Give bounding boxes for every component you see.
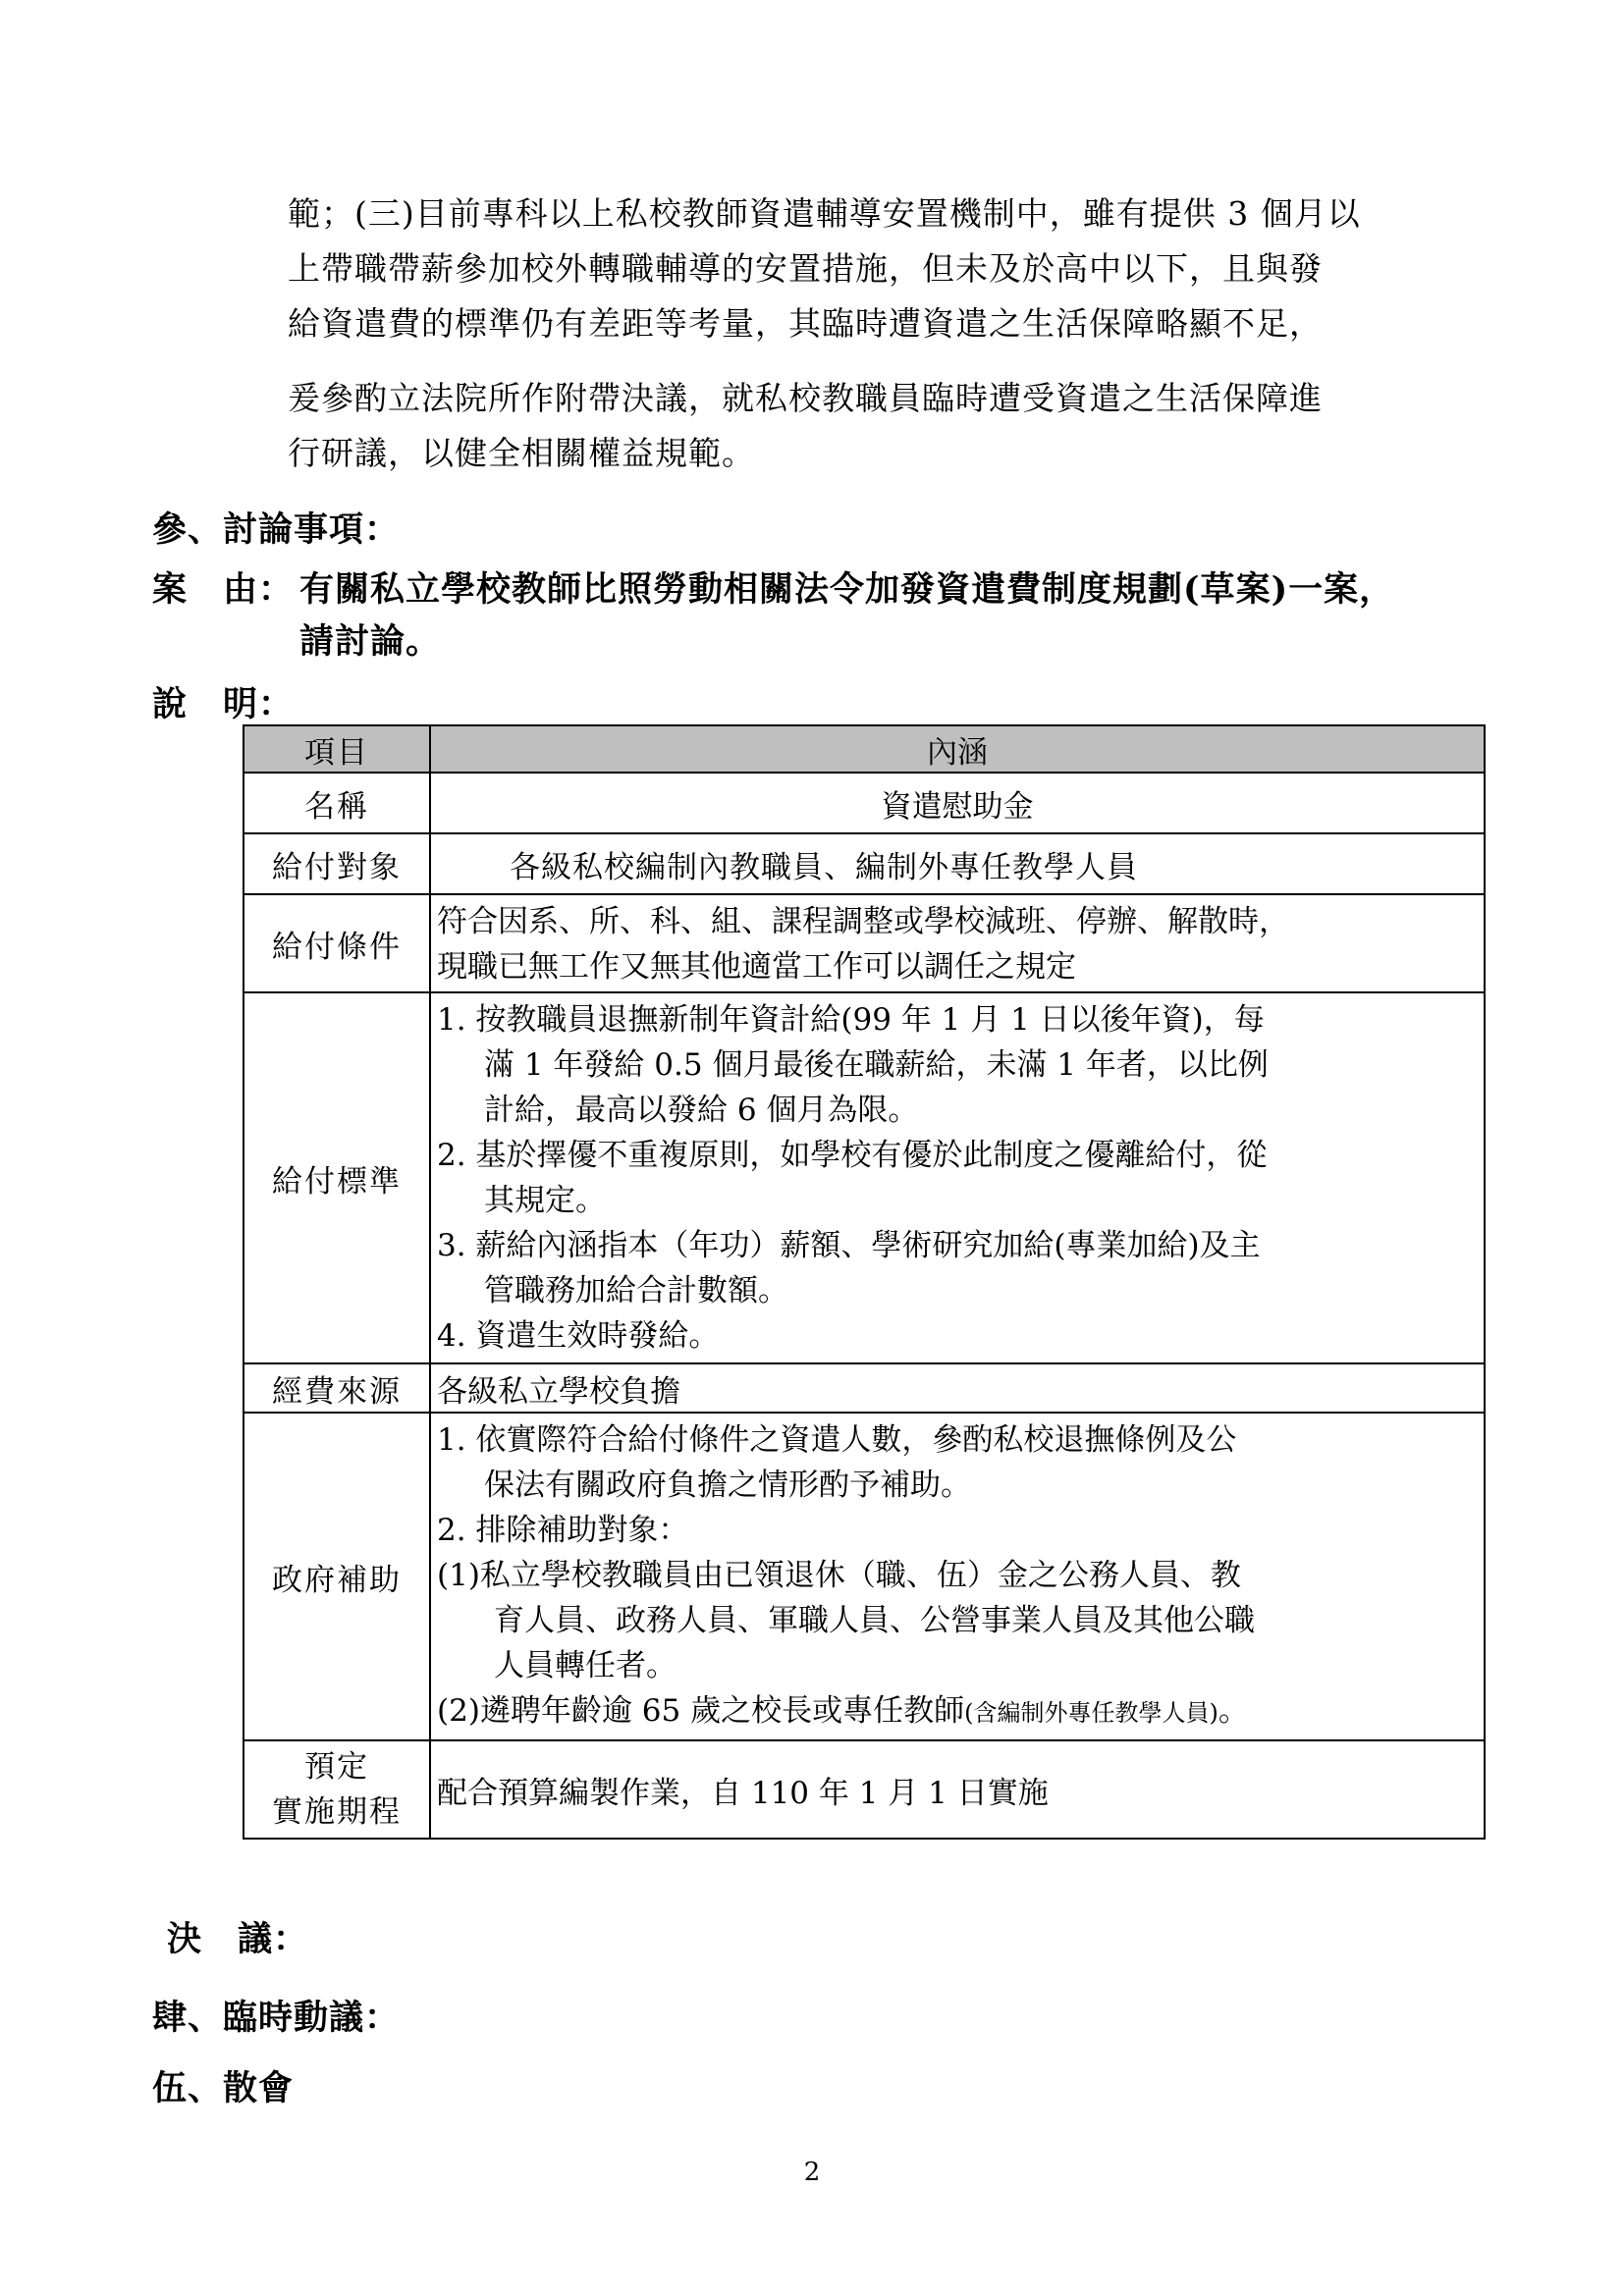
row-value — [430, 992, 1485, 1363]
subsidy-sub2-line — [437, 1688, 1478, 1735]
intro-line: 給資遣費的標準仍有差距等考量，其臨時遭資遣之生活保障略顯不足， — [288, 304, 1323, 343]
row-key: 經費來源 — [244, 1363, 430, 1413]
schedule-key-line1: 預定 — [304, 1749, 369, 1785]
resolution-label: 決 議： — [167, 1919, 309, 1959]
row-key: 給付條件 — [244, 894, 430, 992]
subsidy-sub2-note: (含編制外專任教學人員) — [964, 1699, 1218, 1727]
case-title-line1: 有關私立學校教師比照勞動相關法令加發資遣費制度規劃(草案)一案， — [299, 569, 1395, 610]
standard-item-1-line: 計給，最高以發給 6 個月為限。 — [484, 1093, 919, 1128]
row-key: 給付對象 — [244, 833, 430, 894]
row-key — [244, 1740, 430, 1839]
standard-item-1-line: 滿 1 年發給 0.5 個月最後在職薪給，未滿 1 年者，以比例 — [484, 1047, 1269, 1083]
section-heading-motions: 肆、臨時動議： — [152, 1998, 401, 2038]
standard-item-2-line: 2. 基於擇優不重複原則，如學校有優於此制度之優離給付，從 — [437, 1138, 1268, 1173]
table-row-standard — [244, 992, 1485, 1363]
standard-item-3-line: 3. 薪給內涵指本（年功）薪額、學術研究加給(專業加給)及主 — [437, 1228, 1261, 1263]
header-item: 項目 — [244, 725, 430, 773]
subsidy-item-1-line: 保法有關政府負擔之情形酌予補助。 — [484, 1468, 971, 1503]
row-key: 給付標準 — [244, 992, 430, 1363]
section-heading-adjourn: 伍、散會 — [152, 2068, 295, 2109]
standard-item-3-line: 管職務加給合計數額。 — [484, 1273, 788, 1308]
case-label: 案 由： — [152, 569, 295, 610]
section-heading-discussion: 參、討論事項： — [152, 509, 401, 550]
table-header-row — [244, 725, 1485, 773]
subsidy-sub1-line: 人員轉任者。 — [494, 1648, 677, 1683]
intro-line: 爰參酌立法院所作附帶決議，就私校教職員臨時遭受資遣之生活保障進 — [288, 379, 1323, 417]
header-content: 內涵 — [430, 725, 1485, 773]
page-number: 2 — [803, 2158, 821, 2187]
table-row-condition — [244, 894, 1485, 992]
subsidy-sub1-line: (1)私立學校教職員由已領退休（職、伍）金之公務人員、教 — [437, 1558, 1241, 1593]
table-row-target — [244, 833, 1485, 894]
row-value: 各級私校編制內教職員、編制外專任教學人員 — [430, 833, 1485, 894]
table-row-schedule — [244, 1740, 1485, 1839]
subsidy-sub1-line: 育人員、政務人員、軍職人員、公營事業人員及其他公職 — [494, 1603, 1255, 1638]
subsidy-item-2: 2. 排除補助對象： — [437, 1513, 689, 1548]
subsidy-sub2-main: (2)遴聘年齡逾 65 歲之校長或專任教師 — [437, 1693, 965, 1729]
schedule-key-line2: 實施期程 — [272, 1794, 402, 1830]
table-row-funding — [244, 1363, 1485, 1413]
standard-item-2-line: 其規定。 — [484, 1183, 606, 1218]
row-value: 配合預算編製作業，自 110 年 1 月 1 日實施 — [430, 1740, 1485, 1839]
row-value — [430, 894, 1485, 992]
case-title-line2: 請討論。 — [299, 621, 442, 662]
subsidy-spec-table — [243, 724, 1486, 1840]
standard-item-1-line: 1. 按教職員退撫新制年資計給(99 年 1 月 1 日以後年資)，每 — [437, 1002, 1265, 1038]
row-value: 各級私立學校負擔 — [430, 1363, 1485, 1413]
row-value — [430, 1413, 1485, 1740]
subsidy-item-1-line: 1. 依實際符合給付條件之資遣人數，參酌私校退撫條例及公 — [437, 1422, 1237, 1458]
explanation-label: 說 明： — [152, 684, 295, 724]
row-key: 政府補助 — [244, 1413, 430, 1740]
standard-item-4-line: 4. 資遣生效時發給。 — [437, 1318, 720, 1354]
intro-line: 行研議，以健全相關權益規範。 — [288, 434, 755, 472]
intro-line: 上帶職帶薪參加校外轉職輔導的安置措施，但未及於高中以下，且與發 — [288, 249, 1323, 288]
row-key: 名稱 — [244, 773, 430, 833]
subsidy-sub2-end: 。 — [1218, 1693, 1249, 1729]
table-row-subsidy — [244, 1413, 1485, 1740]
condition-line: 符合因系、所、科、組、課程調整或學校減班、停辦、解散時， — [437, 904, 1289, 939]
intro-line: 範；(三)目前專科以上私校教師資遣輔導安置機制中，雖有提供 3 個月以 — [288, 194, 1361, 233]
table-row-name — [244, 773, 1485, 833]
condition-line: 現職已無工作又無其他適當工作可以調任之規定 — [437, 949, 1076, 985]
row-value: 資遣慰助金 — [430, 773, 1485, 833]
